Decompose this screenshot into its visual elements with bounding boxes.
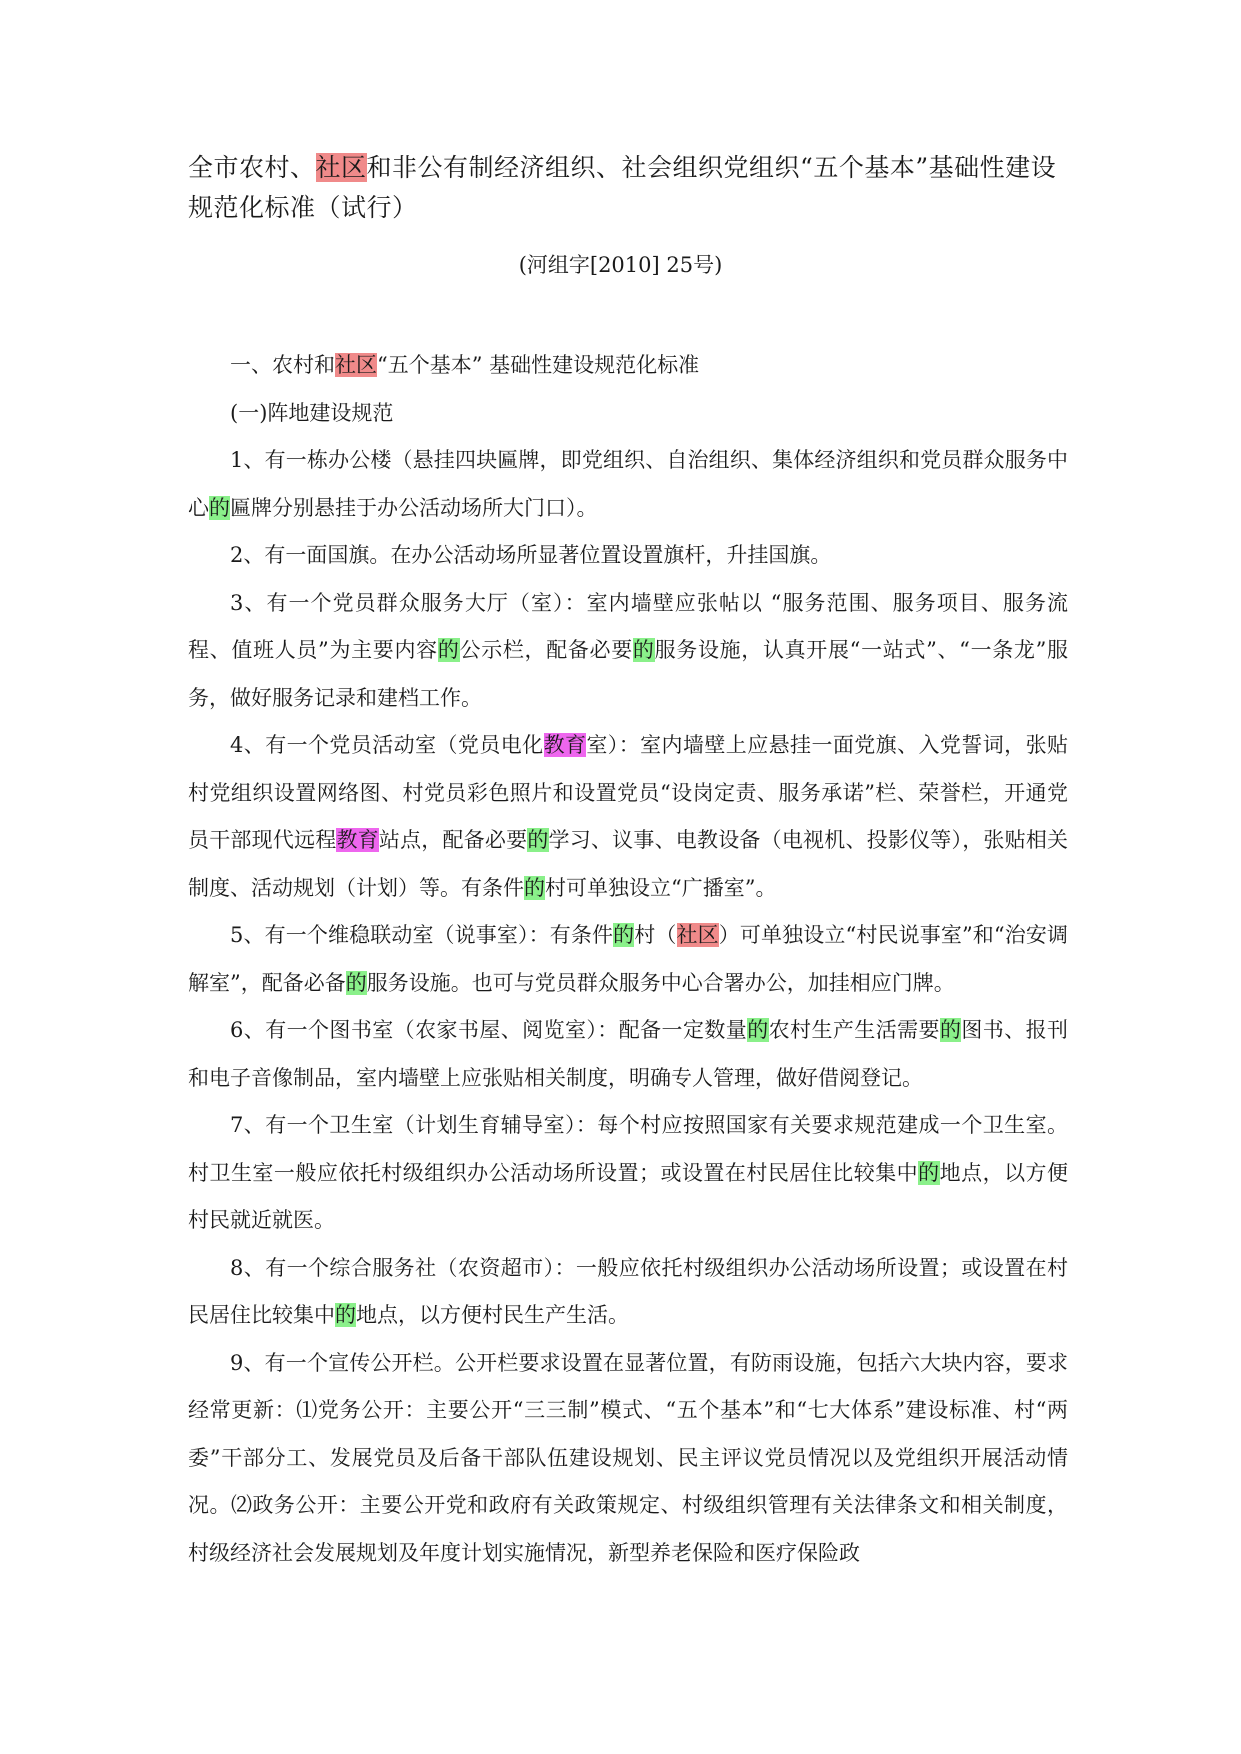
paragraph [188,437,1068,532]
text-run: 地点，以方便村民就近就医。 [188,1160,1069,1232]
paragraph [188,912,1068,1007]
highlighted-term: 教育 [543,733,587,757]
highlighted-term: 社区 [676,923,719,947]
text-run: 1、有一栋办公楼（悬挂四块匾牌，即党组织、自治组织、集体经济组织和党员群众服务中心 [188,448,1068,520]
text-run: 地点，以方便村民生产生活。 [356,1303,629,1327]
paragraph [188,532,1068,580]
text-run: 6、有一个图书室（农家书屋、阅览室）：配备一定数量 [230,1018,748,1042]
paragraph [188,580,1068,723]
highlighted-term: 社区 [335,353,377,377]
text-run: 学习、议事、电教设备（电视机、投影仪等），张贴相关制度、活动规划（计划）等。有条件 [188,828,1069,900]
paragraph [188,390,1068,438]
text-run: 公示栏，配备必要 [459,638,633,662]
text-run: 8、有一个综合服务社（农资超市）：一般应依托村级组织办公活动场所设置；或设置在村民居住比较集中 [188,1255,1068,1327]
paragraph [188,1340,1068,1578]
highlighted-term: 的 [632,638,655,662]
paragraph [188,1245,1068,1340]
text-run: 全市农村、 [188,153,316,182]
text-run: 7、有一个卫生室（计划生育辅导室）：每个村应按照国家有关要求规范建成一个卫生室。村卫生室一般应依托村级组织办公活动场所设置；或设置在村民居住比较集中 [188,1113,1068,1185]
text-run: 村（ [634,923,677,947]
text-run: 5、有一个维稳联动室（说事室）：有条件 [230,923,614,947]
text-run: 农村生产生活需要 [768,1018,940,1042]
text-run: 服务设施，认真开展“一站式”、“一条龙”服务，做好服务记录和建档工作。 [188,638,1069,710]
text-run: (一)阵地建设规范 [230,400,394,425]
highlighted-term: 的 [437,638,460,662]
text-run: “五个基本” 基础性建设规范化标准 [377,353,700,377]
text-run: 图书、报刊和电子音像制品，室内墙壁上应张贴相关制度，明确专人管理，做好借阅登记。 [188,1018,1069,1090]
paragraph [188,722,1068,912]
text-run: 4、有一个党员活动室（党员电化 [230,733,544,757]
text-run: 匾牌分别悬挂于办公活动场所大门口）。 [230,495,598,520]
text-run: 站点，配备必要 [378,828,528,852]
highlighted-term: 的 [345,970,367,995]
paragraph [188,342,1068,390]
text-run: 2、有一面国旗。在办公活动场所显著位置设置旗杆，升挂国旗。 [230,543,832,567]
highlighted-term: 的 [747,1018,769,1042]
document-title [188,148,1068,228]
highlighted-term: 的 [209,495,230,520]
highlighted-term: 教育 [336,828,379,852]
highlighted-term: 的 [613,923,635,947]
highlighted-term: 的 [524,875,545,900]
text-run: 9、有一个宣传公开栏。公开栏要求设置在显著位置，有防雨设施，包括六大块内容，要求经常更新：⑴党务公开：主要公开“三三制”模式、“五个基本”和“七大体系”建设标准、村“两委”干部分工、发展党员及后备干部队伍建设规划、民主评议党员情况以及党组织开展活动情况。⑵政务公开：主要公开党和政府有关政策规定、村级组织管理有关法律条文和相关制度，村级经济社会发展规划及年度计划实施情况，新型养老保险和医疗保险政 [188,1350,1068,1565]
text-run: 室）：室内墙壁上应悬挂一面党旗、入党誓词，张贴村党组织设置网络图、村党员彩色照片和设置党员“设岗定责、服务承诺”栏、荣誉栏，开通党员干部现代远程 [188,733,1068,852]
text-run: 一、农村和 [230,353,335,377]
text-run: 和非公有制经济组织、社会组织党组织“五个基本”基础性建设规范化标准（试行） [188,153,1057,222]
highlighted-term: 社区 [315,153,367,182]
document-body [188,342,1068,1577]
highlighted-term: 的 [527,828,549,852]
text-run: 村可单独设立“广播室”。 [545,875,777,900]
highlighted-term: 的 [335,1303,356,1327]
paragraph [188,1102,1068,1245]
highlighted-term: 的 [939,1018,962,1042]
text-run: 3、有一个党员群众服务大厅（室）：室内墙壁应张帖以 “服务范围、服务项目、服务流程、值班人员”为主要内容 [188,590,1068,662]
document-number: (河组字[2010] 25号) [518,253,723,277]
text-run: 服务设施。也可与党员群众服务中心合署办公，加挂相应门牌。 [366,970,955,995]
paragraph [188,1007,1068,1102]
text-run: ）可单独设立“村民说事室”和“治安调解室”，配备必备 [188,923,1069,995]
highlighted-term: 的 [918,1160,940,1185]
